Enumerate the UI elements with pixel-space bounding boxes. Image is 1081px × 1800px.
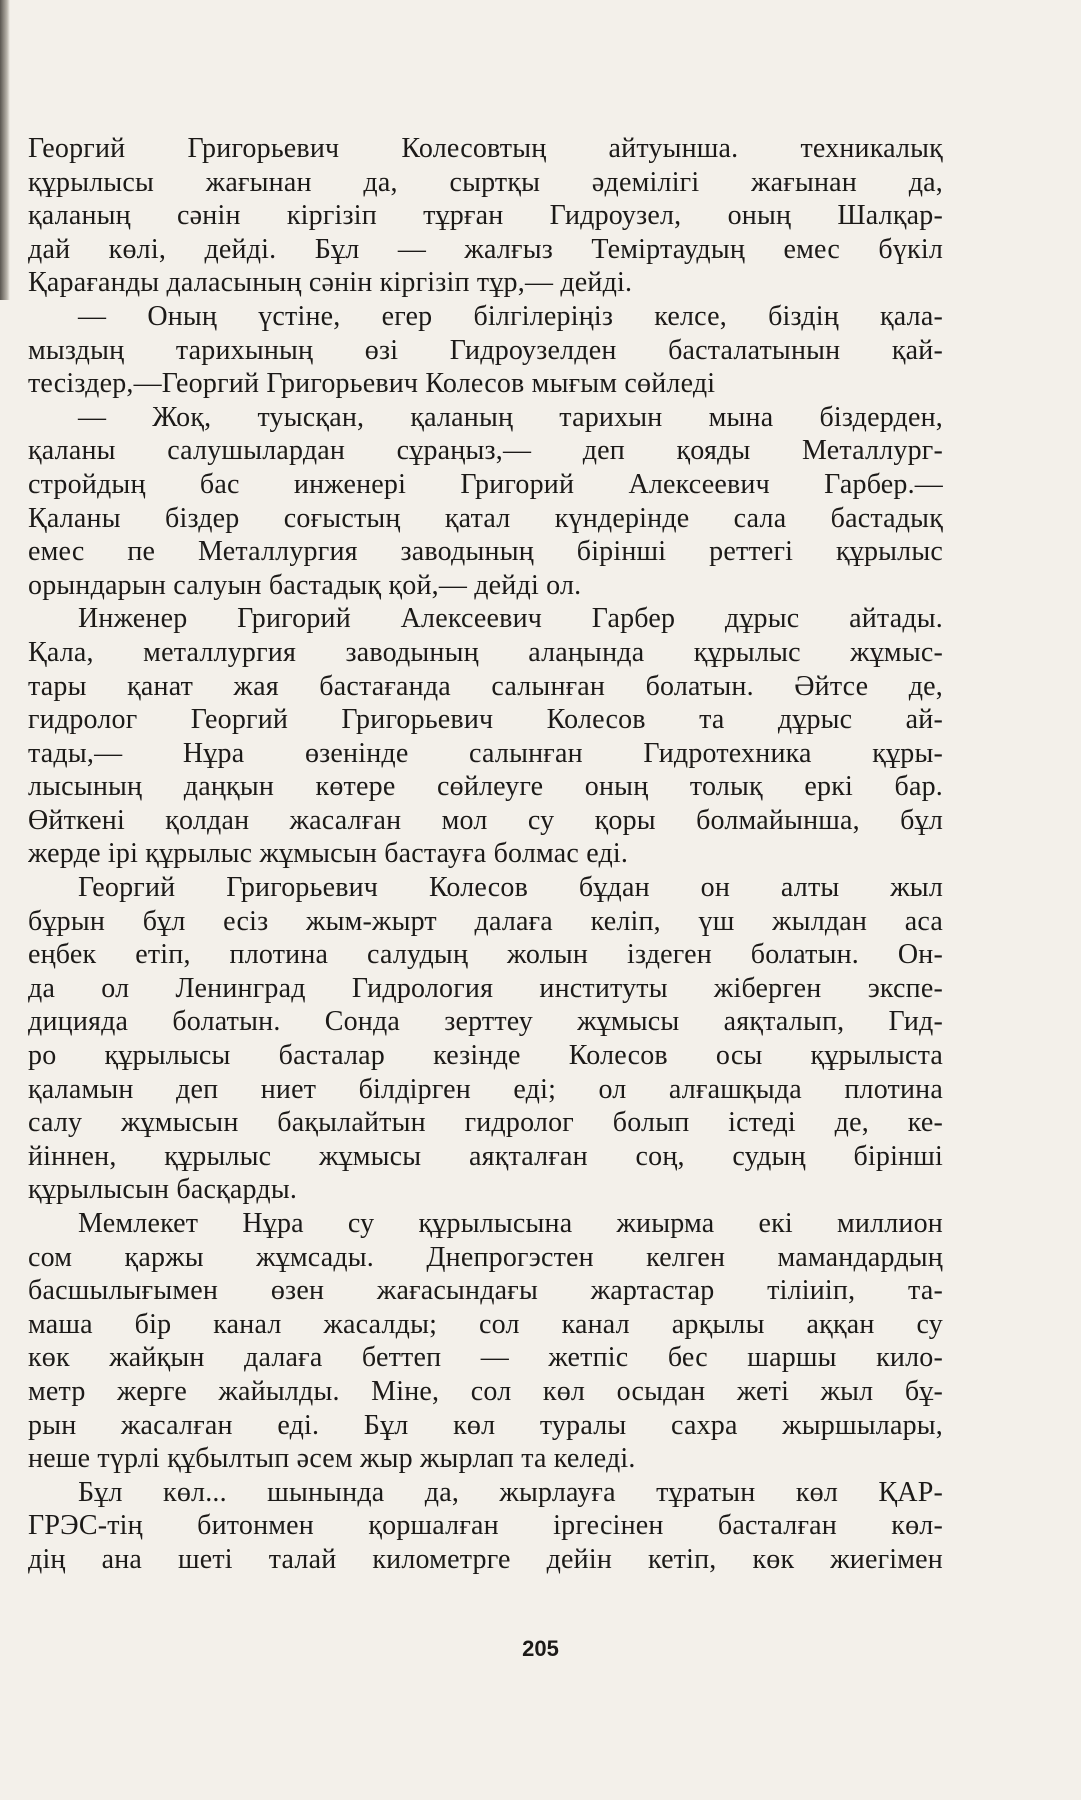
text-line: емес пе Металлургия заводының бірінші реттегі құрылыс: [28, 536, 943, 568]
text-line: Инженер Григорий Алексеевич Гарбер дұрыс айтады.: [78, 603, 943, 635]
body-text: [28, 132, 943, 1577]
text-line: Қаланы біздер соғыстың қатал күндерінде сала бастадық: [28, 502, 943, 534]
text-line: гидролог Георгий Григорьевич Колесов та дұрыс ай-: [28, 704, 943, 736]
text-line: — Жоқ, туысқан, қаланың тарихын мына біздерден,: [78, 401, 943, 433]
text-line: тады,— Нұра өзенінде салынған Гидротехника құры-: [28, 737, 943, 769]
text-line: маша бір канал жасалды; сол канал арқылы аққан су: [28, 1308, 943, 1340]
text-line: басшылығымен өзен жағасындағы жартастар тіліиіп, та-: [28, 1275, 943, 1307]
paragraph: [28, 300, 943, 401]
text-line: мыздың тарихының өзі Гидроузелден басталатынын қай-: [28, 334, 943, 366]
text-line: еңбек етіп, плотина салудың жолын іздеген болатын. Он-: [28, 939, 943, 971]
text-line: Георгий Григорьевич Колесовтың айтуынша. техникалық: [28, 133, 943, 164]
text-line: салу жұмысын бақылайтын гидролог болып істеді де, ке-: [28, 1107, 943, 1139]
text-line: тесіздер,—Георгий Григорьевич Колесов мығым сөйледі: [28, 368, 716, 400]
text-line: жерде ірі құрылыс жұмысын бастауға болмас еді.: [28, 838, 629, 870]
page-binding-shadow: [0, 0, 10, 300]
paragraph: [28, 1476, 943, 1577]
paragraph: [28, 871, 943, 1207]
page-number: 205: [522, 1636, 559, 1661]
text-line: Қарағанды даласының сәнін кіргізіп тұр,— дейді.: [28, 267, 633, 299]
text-line: бұрын бұл есіз жым-жырт далаға келіп, үш жылдан аса: [28, 905, 943, 937]
paragraph: [28, 602, 943, 871]
text-line: Мемлекет Нұра су құрылысына жиырма екі миллион: [78, 1208, 943, 1239]
text-line: тары қанат жая бастағанда салынған болатын. Әйтсе де,: [28, 670, 943, 702]
text-line: дицияда болатын. Сонда зерттеу жұмысы аяқталып, Гид-: [28, 1006, 943, 1038]
text-line: дай көлі, дейді. Бұл — жалғыз Теміртаудың емес бүкіл: [28, 233, 943, 265]
text-line: сом қаржы жұмсады. Днепрогэстен келген мамандардың: [28, 1241, 943, 1273]
text-line: Георгий Григорьевич Колесов бұдан он алты жыл: [78, 872, 943, 904]
text-line: ро құрылысы басталар кезінде Колесов осы құрылыста: [28, 1040, 943, 1072]
paragraph: [28, 401, 943, 603]
text-line: қаламын деп ниет білдірген еді; ол алғашқыда плотина: [28, 1073, 943, 1105]
text-line: қаланы салушылардан сұраңыз,— деп қояды Металлург-: [28, 435, 943, 467]
text-line: көк жайқын далаға беттеп — жетпіс бес шаршы кило-: [28, 1342, 943, 1374]
paragraph: [28, 132, 943, 300]
text-line: Өйткені қолдан жасалған мол су қоры болмайынша, бұл: [28, 804, 943, 836]
text-line: құрылысы жағынан да, сыртқы әдемілігі жағынан да,: [28, 166, 943, 198]
text-line: йіннен, құрылыс жұмысы аяқталған соң, судың бірінші: [28, 1140, 943, 1172]
text-line: ГРЭС-тің битонмен қоршалған іргесінен басталған көл-: [28, 1510, 943, 1542]
text-line: орындарын салуын бастадық қой,— дейді ол.: [28, 569, 582, 601]
paragraph: [28, 1207, 943, 1476]
text-line: стройдың бас инженері Григорий Алексеевич Гарбер.—: [28, 468, 943, 500]
text-line: да ол Ленинград Гидрология институты жіберген экспе-: [28, 972, 943, 1004]
text-line: Қала, металлургия заводының алаңында құрылыс жұмыс-: [28, 636, 943, 668]
text-line: Бұл көл... шынында да, жырлауға тұратын көл ҚАР-: [78, 1476, 943, 1508]
text-line: рын жасалған еді. Бұл көл туралы сахра жыршылары,: [28, 1409, 943, 1441]
text-line: лысының даңқын көтере сөйлеуге оның толық еркі бар.: [28, 771, 943, 803]
text-line: — Оның үстіне, егер білгілеріңіз келсе, біздің қала-: [78, 300, 943, 332]
text-line: дің ана шеті талай километрге дейін кетіп, көк жиегімен: [28, 1543, 943, 1575]
text-line: неше түрлі құбылтып әсем жыр жырлап та келеді.: [28, 1443, 636, 1475]
text-line: қаланың сәнін кіргізіп тұрған Гидроузел, оның Шалқар-: [28, 200, 943, 232]
text-line: метр жерге жайылды. Міне, сол көл осыдан жеті жыл бұ-: [28, 1375, 943, 1407]
text-line: құрылысын басқарды.: [28, 1174, 298, 1206]
